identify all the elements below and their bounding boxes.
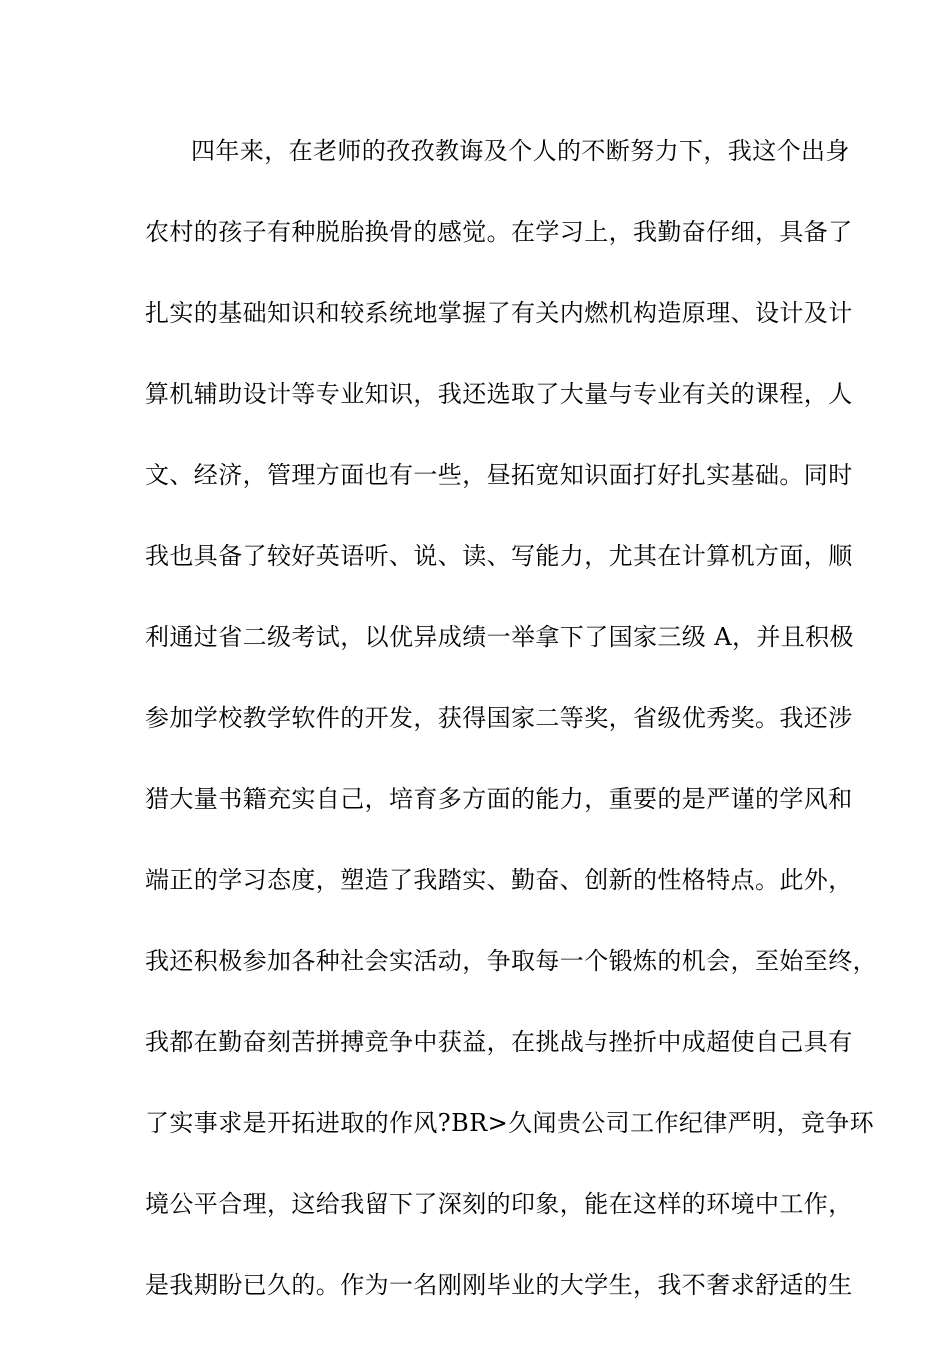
paragraph-line-3: 扎实的基础知识和较系统地掌握了有关内燃机构造原理、设计及计 bbox=[145, 299, 853, 327]
paragraph-line-2: 农村的孩子有种脱胎换骨的感觉。在学习上，我勤奋仔细，具备了 bbox=[145, 218, 853, 246]
paragraph-line-4: 算机辅助设计等专业知识，我还选取了大量与专业有关的课程，人 bbox=[145, 380, 853, 408]
paragraph-line-14: 境公平合理，这给我留下了深刻的印象，能在这样的环境中工作， bbox=[145, 1190, 853, 1218]
paragraph-line-8: 参加学校教学软件的开发，获得国家二等奖，省级优秀奖。我还涉 bbox=[145, 704, 853, 732]
paragraph-line-11: 我还积极参加各种社会实活动，争取每一个锻炼的机会，至始至终， bbox=[145, 947, 877, 975]
paragraph-line-15: 是我期盼已久的。作为一名刚刚毕业的大学生，我不奢求舒适的生 bbox=[145, 1271, 853, 1299]
body-paragraph bbox=[145, 137, 877, 1353]
paragraph-line-12: 我都在勤奋刻苦拼搏竞争中获益，在挑战与挫折中成超使自己具有 bbox=[145, 1028, 853, 1056]
paragraph-line-1: 四年来，在老师的孜孜教诲及个人的不断努力下，我这个出身 bbox=[191, 137, 850, 165]
paragraph-line-7: 利通过省二级考试，以优异成绩一举拿下了国家三级 A，并且积极 bbox=[145, 623, 854, 651]
paragraph-line-5: 文、经济，管理方面也有一些，昼拓宽知识面打好扎实基础。同时 bbox=[145, 461, 853, 489]
paragraph-line-10: 端正的学习态度，塑造了我踏实、勤奋、创新的性格特点。此外， bbox=[145, 866, 853, 894]
paragraph-line-6: 我也具备了较好英语听、说、读、写能力，尤其在计算机方面，顺 bbox=[145, 542, 853, 570]
paragraph-line-9: 猎大量书籍充实自己，培育多方面的能力，重要的是严谨的学风和 bbox=[145, 785, 853, 813]
paragraph-line-13: 了实事求是开拓进取的作风?BR>久闻贵公司工作纪律严明，竞争环 bbox=[145, 1109, 875, 1137]
